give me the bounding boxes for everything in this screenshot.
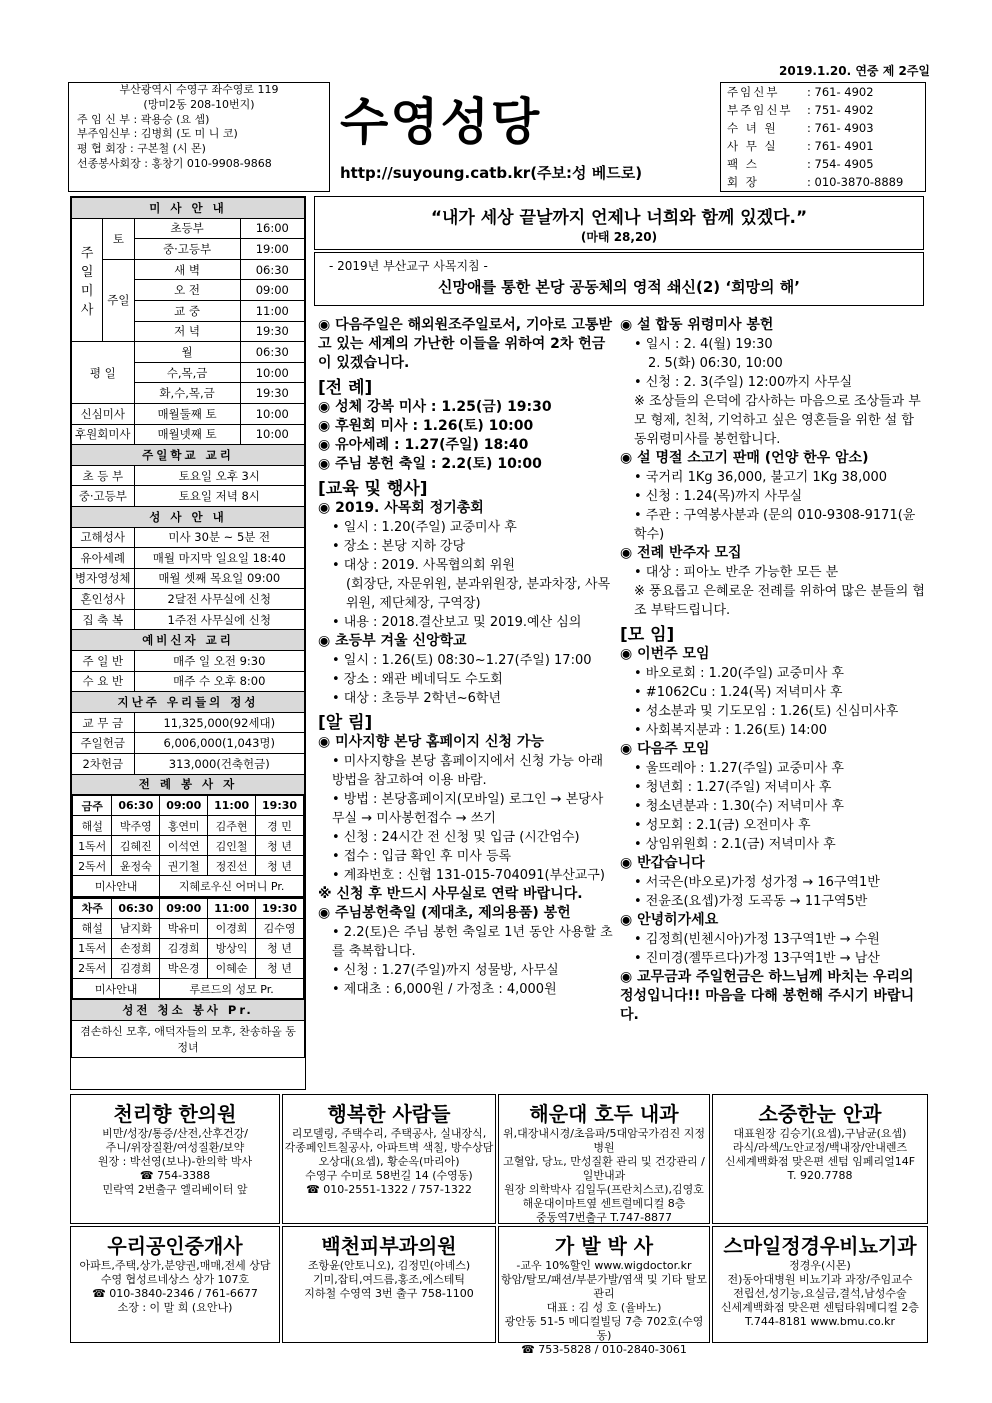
ad-box bbox=[498, 1226, 710, 1356]
notice-line: ◉ 주님봉헌축일 (제대초, 제의용품) 봉헌 bbox=[318, 905, 571, 921]
weekday-label: 평 일 bbox=[72, 342, 135, 404]
notice-line: 2. 5(화) 06:30, 10:00 bbox=[648, 356, 783, 371]
notice-line: [교육 및 행사] bbox=[318, 479, 428, 499]
table-row bbox=[72, 651, 305, 672]
server-cell: 2독서 bbox=[73, 958, 112, 978]
ad-box bbox=[282, 1094, 496, 1224]
schedule-table bbox=[71, 197, 305, 1058]
server-cell: 경 민 bbox=[256, 816, 304, 836]
table-row bbox=[73, 898, 304, 918]
ad-line: 리모델링, 주택수리, 주택공사, 실내장식, bbox=[291, 1127, 487, 1140]
server-cell: 차주 bbox=[73, 898, 112, 918]
table-row bbox=[72, 198, 305, 219]
guide-value: 지혜로우신 어머니 Pr. bbox=[160, 876, 304, 897]
table-row bbox=[72, 897, 305, 1000]
ad-line: 대표 : 김 성 호 (율바노) bbox=[546, 1301, 662, 1314]
notice-line: • 접수 : 입금 확인 후 미사 등록 bbox=[332, 849, 512, 864]
item-label: 유아세례 bbox=[72, 548, 135, 569]
table-row bbox=[72, 527, 305, 548]
contact-value: : 754- 4905 bbox=[807, 157, 874, 171]
notice-line: (회장단, 자문위원, 분과위원장, 분과차장, 사목위원, 제단체장, 구역장) bbox=[346, 577, 611, 611]
table-row bbox=[73, 958, 304, 978]
ad-line: 원장 의학박사 김일두(프란치스코),김영호 bbox=[504, 1183, 704, 1196]
ad-box bbox=[712, 1094, 928, 1224]
notice-line: • 청소년분과 : 1.30(수) 저녁미사 후 bbox=[634, 799, 844, 814]
notice-line: • 성소분과 및 기도모임 : 1.26(토) 신심미사후 bbox=[634, 704, 899, 719]
ad-line: 전립선,성기능,요실금,결석,남성수술 bbox=[733, 1287, 907, 1300]
ad-line: 아파트,주택,상가,분양권,매매,전세 상담 bbox=[79, 1259, 271, 1272]
notice-line: ◉ 주님 봉헌 축일 : 2.2(토) 10:00 bbox=[318, 456, 542, 472]
parish-info-line: 부주임신부 : 김병희 (도 미 니 코) bbox=[77, 127, 238, 141]
table-row bbox=[72, 342, 305, 363]
server-cell: 해설 bbox=[73, 918, 112, 938]
item-label: 병자영성체 bbox=[72, 568, 135, 589]
ad-line: 수영구 수미로 58번길 14 (수영동) bbox=[305, 1169, 473, 1182]
notice-line: ◉ 전례 반주자 모집 bbox=[620, 545, 742, 561]
notice-line: • 바오로회 : 1.20(주일) 교중미사 후 bbox=[634, 666, 844, 681]
ad-box bbox=[70, 1094, 280, 1224]
notice-line: • 서국은(바오로)가정 성가정 → 16구역1반 bbox=[634, 875, 880, 890]
table-row bbox=[73, 918, 304, 938]
server-cell: 09:00 bbox=[160, 898, 208, 918]
server-cell: 해설 bbox=[73, 816, 112, 836]
server-cell: 19:30 bbox=[256, 898, 304, 918]
server-cell: 09:00 bbox=[160, 796, 208, 816]
item-value: 6,006,000(1,043명) bbox=[134, 733, 304, 754]
notice-line: ◉ 초등부 겨울 신앙학교 bbox=[318, 633, 467, 649]
server-cell: 김주현 bbox=[208, 816, 256, 836]
special-mass-name: 후원회미사 bbox=[72, 424, 135, 445]
item-label: 주일헌금 bbox=[72, 733, 135, 754]
parish-info-line: 평 협 회장 : 구본철 (시 몬) bbox=[77, 142, 206, 156]
notice-line: • 신청 : 24시간 전 신청 및 입금 (시간엄수) bbox=[332, 830, 580, 845]
ad-line: 해운대이마트옆 센트럴메디컬 8층 bbox=[522, 1197, 686, 1210]
policy-title: 신망애를 통한 본당 공동체의 영적 쇄신(2) ‘희망의 해’ bbox=[438, 278, 800, 296]
guide-label: 미사안내 bbox=[73, 876, 160, 897]
left-sidebar bbox=[70, 196, 306, 1090]
parish-info-line: 주 임 신 부 : 곽용승 (요 셉) bbox=[77, 112, 210, 126]
parish-info-line: 부산광역시 수영구 좌수영로 119 bbox=[119, 83, 279, 96]
table-row bbox=[72, 1000, 305, 1021]
section-title: 전 례 봉 사 자 bbox=[72, 774, 305, 795]
table-row bbox=[72, 754, 305, 775]
ad-line: ☎ 753-5828 / 010-2840-3061 bbox=[521, 1343, 687, 1356]
notice-line: • 국거리 1Kg 36,000, 불고기 1Kg 38,000 bbox=[634, 470, 888, 485]
section-title: 성 사 안 내 bbox=[72, 506, 305, 527]
notice-line: • 내용 : 2018.결산보고 및 2019.예산 심의 bbox=[332, 615, 582, 630]
notice-line: • 대상 : 2019. 사목협의회 위원 bbox=[332, 558, 515, 573]
contact-row bbox=[721, 83, 925, 101]
server-cell: 박은경 bbox=[160, 958, 208, 978]
item-label: 교 무 금 bbox=[72, 712, 135, 733]
contact-label: 주임신부 bbox=[727, 85, 780, 99]
table-row bbox=[72, 424, 305, 445]
pastoral-policy bbox=[314, 252, 924, 306]
server-cell: 이경희 bbox=[208, 918, 256, 938]
server-cell: 06:30 bbox=[112, 898, 160, 918]
item-value: 토요일 오후 3시 bbox=[134, 465, 304, 486]
gospel-quote bbox=[314, 196, 924, 250]
server-cell: 박주영 bbox=[112, 816, 160, 836]
table-row bbox=[72, 506, 305, 527]
notice-line: • 신청 : 1.24(목)까지 사무실 bbox=[634, 489, 803, 504]
contact-label: 부주임신부 bbox=[727, 103, 793, 117]
ad-line: 전)동아대병원 비뇨기과 과장/주임교수 bbox=[727, 1273, 913, 1286]
item-value: 313,000(건축헌금) bbox=[134, 754, 304, 775]
item-value: 토요일 저녁 8시 bbox=[134, 486, 304, 507]
notice-line: • 울뜨레아 : 1.27(주일) 교중미사 후 bbox=[634, 761, 844, 776]
table-row bbox=[73, 978, 304, 999]
special-mass-day: 매월넷째 토 bbox=[134, 424, 240, 445]
mass-name: 저 녁 bbox=[134, 321, 240, 342]
special-mass-day: 매월둘째 토 bbox=[134, 403, 240, 424]
table-row bbox=[72, 671, 305, 692]
section-title: 지난주 우리들의 정성 bbox=[72, 692, 305, 713]
parish-info-line: 선종봉사회장 : 홍창기 010-9908-9868 bbox=[77, 156, 272, 170]
ad-title: 스마일정경우비뇨기과 bbox=[723, 1234, 917, 1258]
weekday-day: 화,수,목,금 bbox=[134, 383, 240, 404]
notice-line: • 전윤조(요셉)가정 도곡동 → 11구역5반 bbox=[634, 894, 868, 909]
weekday-time: 19:30 bbox=[240, 383, 304, 404]
servers-cell bbox=[72, 897, 305, 1000]
item-value: 1주전 사무실에 신청 bbox=[134, 609, 304, 630]
clean-text: 겸손하신 모후, 애덕자들의 모후, 찬송하올 동정녀 bbox=[72, 1021, 305, 1058]
ad-line: ☎ 010-2551-1322 / 757-1322 bbox=[306, 1183, 472, 1196]
table-row bbox=[72, 712, 305, 733]
sunday-label: 주일 bbox=[103, 259, 134, 341]
item-label: 초 등 부 bbox=[72, 465, 135, 486]
server-cell: 홍연미 bbox=[160, 816, 208, 836]
ad-box bbox=[498, 1094, 710, 1224]
section-title: 주일학교 교리 bbox=[72, 445, 305, 466]
ad-box bbox=[70, 1226, 280, 1343]
table-row bbox=[72, 486, 305, 507]
mass-name: 교 중 bbox=[134, 300, 240, 321]
notice-line: ◉ 안녕히가세요 bbox=[620, 912, 719, 928]
quote-text: “내가 세상 끝날까지 언제나 너희와 함께 있겠다.” bbox=[430, 208, 808, 228]
ad-line: 기미,잡티,여드름,홍조,에스테틱 bbox=[312, 1273, 466, 1286]
item-label: 집 축 복 bbox=[72, 609, 135, 630]
notice-line: • 김정희(빈첸시아)가정 13구역1반 → 수원 bbox=[634, 932, 880, 947]
item-label: 고해성사 bbox=[72, 527, 135, 548]
policy-subtitle: - 2019년 부산교구 사목지침 - bbox=[329, 259, 488, 273]
notice-line: ◉ 성체 강복 미사 : 1.25(금) 19:30 bbox=[318, 399, 552, 415]
server-cell: 김혜진 bbox=[112, 836, 160, 856]
special-mass-name: 신심미사 bbox=[72, 403, 135, 424]
notice-line: ◉ 반갑습니다 bbox=[620, 855, 705, 871]
notice-line: ◉ 후원회 미사 : 1.26(토) 10:00 bbox=[318, 418, 534, 434]
server-cell: 방상익 bbox=[208, 938, 256, 958]
mass-time: 11:00 bbox=[240, 300, 304, 321]
notice-line: • 주관 : 구역봉사분과 (문의 010-9308-9171(윤학수) bbox=[634, 508, 916, 542]
table-row bbox=[72, 568, 305, 589]
item-value: 매주 수 오후 8:00 bbox=[134, 671, 304, 692]
ad-line: 정경우(시몬) bbox=[789, 1259, 851, 1272]
mass-time: 19:00 bbox=[240, 239, 304, 260]
item-value: 11,325,000(92세대) bbox=[134, 712, 304, 733]
contact-list bbox=[720, 82, 926, 192]
notice-line: • 진미경(젤뚜르다)가정 13구역1반 → 남산 bbox=[634, 951, 880, 966]
table-row bbox=[72, 630, 305, 651]
notice-line: • 미사지향을 본당 홈페이지에서 신청 가능 아래 방법을 참고하여 이용 바람. bbox=[332, 754, 604, 788]
parish-info bbox=[68, 82, 330, 192]
mass-time: 09:00 bbox=[240, 280, 304, 301]
server-cell: 11:00 bbox=[208, 898, 256, 918]
ad-line: 라식/라섹/노안교정/백내장/안내렌즈 bbox=[732, 1141, 908, 1154]
notice-line: ◉ 미사지향 본당 홈페이지 신청 가능 bbox=[318, 734, 544, 750]
notice-line: • 신청 : 1.27(주일)까지 성물방, 사무실 bbox=[332, 963, 559, 978]
section-title: 성전 청소 봉사 Pr. bbox=[72, 1000, 305, 1021]
table-row bbox=[73, 856, 304, 876]
ad-line: 고혈압, 당뇨, 만성질환 관리 및 건강관리 / 일반내과 bbox=[503, 1155, 705, 1182]
section-title: 미 사 안 내 bbox=[72, 198, 305, 219]
server-cell: 김경희 bbox=[112, 958, 160, 978]
notice-line: • 성모회 : 2.1(금) 오전미사 후 bbox=[634, 818, 811, 833]
notice-line: ◉ 이번주 모임 bbox=[620, 646, 710, 662]
server-cell: 11:00 bbox=[208, 796, 256, 816]
weekday-day: 월 bbox=[134, 342, 240, 363]
ad-line: -교우 10%할인 www.wigdoctor.kr bbox=[516, 1259, 692, 1272]
contact-label: 회 장 bbox=[727, 175, 759, 189]
saturday-label: 토 bbox=[103, 218, 134, 259]
masthead bbox=[332, 82, 720, 192]
ad-line: 오상대(요셉), 황순옥(마리아) bbox=[318, 1155, 460, 1168]
item-value: 매월 마지막 일요일 18:40 bbox=[134, 548, 304, 569]
guide-label: 미사안내 bbox=[73, 978, 160, 999]
table-row bbox=[72, 692, 305, 713]
parish-url[interactable]: http://suyoung.catb.kr(주보:성 베드로) bbox=[340, 164, 643, 182]
servers-cell bbox=[72, 795, 305, 898]
notice-line: • #1062Cu : 1.24(목) 저녁미사 후 bbox=[634, 685, 843, 700]
server-cell: 정진선 bbox=[208, 856, 256, 876]
server-cell: 19:30 bbox=[256, 796, 304, 816]
item-label: 2차헌금 bbox=[72, 754, 135, 775]
contact-row bbox=[721, 137, 925, 155]
ad-line: ☎ 010-3840-2346 / 761-6677 bbox=[92, 1287, 258, 1300]
notice-line: [전 례] bbox=[318, 378, 373, 398]
contact-label: 사 무 실 bbox=[727, 139, 778, 153]
server-cell: 2독서 bbox=[73, 856, 112, 876]
server-cell: 김경희 bbox=[160, 938, 208, 958]
notices-column-1 bbox=[318, 316, 614, 999]
table-row bbox=[73, 938, 304, 958]
notice-line: • 대상 : 초등부 2학년~6학년 bbox=[332, 691, 502, 706]
ad-title: 우리공인중개사 bbox=[107, 1234, 243, 1258]
server-cell: 1독서 bbox=[73, 938, 112, 958]
notice-line: ※ 풍요롭고 은혜로운 전례를 위하여 많은 분들의 협조 부탁드립니다. bbox=[634, 584, 925, 618]
ad-line: 신세계백화점 맞은편 센텀타워메디컬 2층 bbox=[720, 1301, 920, 1314]
item-label: 중·고등부 bbox=[72, 486, 135, 507]
notice-line: ◉ 다음주일은 해외원조주일로서, 기아로 고통받고 있는 세계의 가난한 이들을 위하여 2차 헌금이 있겠습니다. bbox=[318, 317, 612, 371]
table-row bbox=[72, 465, 305, 486]
servers-table bbox=[72, 795, 304, 897]
notice-line: ◉ 다음주 모임 bbox=[620, 741, 710, 757]
ad-line: 비만/성장/통증/산전,산후건강/ bbox=[102, 1127, 248, 1140]
mass-name: 중·고등부 bbox=[134, 239, 240, 260]
server-cell: 손정희 bbox=[112, 938, 160, 958]
contact-label: 수 녀 원 bbox=[727, 121, 778, 135]
table-row bbox=[72, 548, 305, 569]
notice-line: ◉ 설 명절 소고기 판매 (언양 한우 암소) bbox=[620, 450, 869, 466]
contact-row bbox=[721, 119, 925, 137]
table-row bbox=[73, 876, 304, 897]
ad-title: 천리향 한의원 bbox=[113, 1102, 237, 1126]
quote-ref: (마태 28,20) bbox=[580, 230, 658, 244]
notice-line: • 제대초 : 6,000원 / 가정초 : 4,000원 bbox=[332, 982, 557, 997]
ad-line: 민락역 2번출구 엘리베이터 앞 bbox=[102, 1183, 248, 1196]
mass-name: 초등부 bbox=[134, 218, 240, 239]
notice-line: [알 림] bbox=[318, 713, 373, 733]
parish-logo: 수영성당 bbox=[340, 92, 542, 151]
server-cell: 박유미 bbox=[160, 918, 208, 938]
ad-line: 지하철 수영역 3번 출구 758-1100 bbox=[304, 1287, 474, 1300]
item-value: 미사 30분 ~ 5분 전 bbox=[134, 527, 304, 548]
notice-line: ◉ 2019. 사목회 정기총회 bbox=[318, 500, 484, 516]
server-cell: 1독서 bbox=[73, 836, 112, 856]
ad-line: 각종페인트칠공사, 아파트벽 색칠, 방수상담 bbox=[284, 1141, 494, 1154]
server-cell: 윤정숙 bbox=[112, 856, 160, 876]
server-cell: 금주 bbox=[73, 796, 112, 816]
contact-value: : 761- 4903 bbox=[807, 121, 874, 135]
table-row bbox=[72, 774, 305, 795]
notice-line: • 일시 : 2. 4(월) 19:30 bbox=[634, 337, 773, 352]
contact-value: : 010-3870-8889 bbox=[807, 175, 904, 189]
mass-name: 새 벽 bbox=[134, 259, 240, 280]
weekday-time: 06:30 bbox=[240, 342, 304, 363]
server-cell: 이석연 bbox=[160, 836, 208, 856]
server-cell: 청 년 bbox=[256, 938, 304, 958]
contact-label: 팩 스 bbox=[727, 157, 759, 171]
parish-info-line: (망미2동 208-10번지) bbox=[143, 97, 255, 111]
item-label: 혼인성사 bbox=[72, 589, 135, 610]
mass-time: 19:30 bbox=[240, 321, 304, 342]
notice-line: ※ 신청 후 반드시 사무실로 연락 바랍니다. bbox=[318, 886, 583, 902]
contact-value: : 761- 4902 bbox=[807, 85, 874, 99]
table-row bbox=[72, 445, 305, 466]
contact-row bbox=[721, 101, 925, 119]
notice-line: • 청년회 : 1.27(주일) 저녁미사 후 bbox=[634, 780, 832, 795]
ad-title: 행복한 사람들 bbox=[327, 1102, 451, 1126]
server-cell: 김수영 bbox=[256, 918, 304, 938]
ad-line: 대표원장 김승기(요셉),구남균(요셉) bbox=[733, 1127, 907, 1140]
table-row bbox=[72, 259, 305, 280]
ad-line: 주니/위장질환/여성질환/보약 bbox=[105, 1141, 245, 1154]
ad-line: 위,대장내시경/초음파/5대암국가검진 지정병원 bbox=[502, 1127, 706, 1154]
notice-line: • 장소 : 왜관 베네딕도 수도회 bbox=[332, 672, 503, 687]
table-row bbox=[72, 733, 305, 754]
notice-line: • 대상 : 피아노 반주 가능한 모든 분 bbox=[634, 565, 839, 580]
table-row bbox=[72, 403, 305, 424]
ad-title: 백천피부과의원 bbox=[321, 1234, 457, 1258]
notice-line: • 계좌번호 : 신협 131-015-704091(부산교구) bbox=[332, 868, 605, 883]
ad-line: 광안동 51-5 메디컬빌딩 7층 702호(수영동) bbox=[504, 1315, 704, 1342]
item-value: 2달전 사무실에 신청 bbox=[134, 589, 304, 610]
section-title: 예비신자 교리 bbox=[72, 630, 305, 651]
contact-value: : 761- 4901 bbox=[807, 139, 874, 153]
mass-name: 오 전 bbox=[134, 280, 240, 301]
notice-line: • 일시 : 1.26(토) 08:30~1.27(주일) 17:00 bbox=[332, 653, 592, 668]
notice-line: • 사회복지분과 : 1.26(토) 14:00 bbox=[634, 723, 828, 738]
contact-value: : 751- 4902 bbox=[807, 103, 874, 117]
server-cell: 권기철 bbox=[160, 856, 208, 876]
ad-box bbox=[282, 1226, 496, 1343]
ad-line: 항암/탈모/패션/부분가발/염색 및 기타 탈모관리 bbox=[501, 1273, 707, 1300]
server-cell: 청 년 bbox=[256, 958, 304, 978]
ad-title: 가 발 박 사 bbox=[554, 1234, 654, 1258]
guide-value: 루르드의 성모 Pr. bbox=[160, 978, 304, 999]
table-row bbox=[72, 609, 305, 630]
ad-box bbox=[712, 1226, 928, 1343]
notice-line: • 일시 : 1.20(주일) 교중미사 후 bbox=[332, 520, 517, 535]
item-value: 매주 일 오전 9:30 bbox=[134, 651, 304, 672]
ad-line: 신세계백화점 맞은편 센텀 임페리얼14F bbox=[724, 1155, 916, 1168]
ad-line: 수영 협성르네상스 상가 107호 bbox=[100, 1273, 250, 1286]
server-cell: 청 년 bbox=[256, 836, 304, 856]
table-row bbox=[72, 589, 305, 610]
weekday-day: 수,목,금 bbox=[134, 362, 240, 383]
server-cell: 김인철 bbox=[208, 836, 256, 856]
sunday-mass-label: 주일미사 bbox=[72, 218, 103, 342]
notice-line: ◉ 설 합동 위령미사 봉헌 bbox=[620, 317, 774, 333]
ad-line: T.744-8181 www.bmu.co.kr bbox=[745, 1315, 895, 1328]
server-cell: 이혜순 bbox=[208, 958, 256, 978]
table-row bbox=[73, 816, 304, 836]
notice-line: • 방법 : 본당홈페이지(모바일) 로그인 → 본당사무실 → 미사봉헌접수 → 쓰기 bbox=[332, 792, 604, 826]
weekday-time: 10:00 bbox=[240, 362, 304, 383]
server-cell: 청 년 bbox=[256, 856, 304, 876]
item-label: 수 요 반 bbox=[72, 671, 135, 692]
table-row bbox=[72, 218, 305, 239]
contact-row bbox=[721, 173, 925, 191]
notice-line: ◉ 교무금과 주일헌금은 하느님께 바치는 우리의 정성입니다!! 마음을 다해 봉헌해 주시기 바랍니다. bbox=[620, 969, 915, 1023]
contact-row bbox=[721, 155, 925, 173]
notice-line: [모 임] bbox=[620, 625, 675, 645]
notice-line: • 2.2(토)은 주님 봉헌 축일로 1년 동안 사용할 초를 축복합니다. bbox=[332, 925, 613, 959]
table-row bbox=[72, 1021, 305, 1058]
ad-title: 소중한눈 안과 bbox=[758, 1102, 882, 1126]
table-row bbox=[73, 836, 304, 856]
mass-time: 06:30 bbox=[240, 259, 304, 280]
table-row bbox=[72, 795, 305, 898]
servers-table bbox=[72, 898, 304, 1000]
ad-line: 원장 : 박선영(보나)-한의학 박사 bbox=[97, 1155, 253, 1168]
ad-line: 중동역7번출구 T.747-8877 bbox=[535, 1211, 673, 1224]
ad-title: 해운대 호두 내과 bbox=[529, 1102, 679, 1126]
table-row bbox=[73, 796, 304, 816]
mass-time: 16:00 bbox=[240, 218, 304, 239]
notice-line: • 장소 : 본당 지하 강당 bbox=[332, 539, 466, 554]
notice-line: ◉ 유아세례 : 1.27(주일) 18:40 bbox=[318, 437, 529, 453]
item-value: 매월 셋째 목요일 09:00 bbox=[134, 568, 304, 589]
item-label: 주 일 반 bbox=[72, 651, 135, 672]
issue-date: 2019.1.20. 연중 제 2주일 bbox=[779, 64, 930, 78]
ad-line: ☎ 754-3388 bbox=[139, 1169, 211, 1182]
special-mass-time: 10:00 bbox=[240, 424, 304, 445]
ad-line: T. 920.7788 bbox=[787, 1169, 853, 1182]
notices-column-2 bbox=[620, 316, 926, 1025]
ad-line: 조항윤(안토니오), 김정민(아녜스) bbox=[307, 1259, 471, 1272]
special-mass-time: 10:00 bbox=[240, 403, 304, 424]
notice-line: • 상임위원회 : 2.1(금) 저녁미사 후 bbox=[634, 837, 836, 852]
notice-line: • 신청 : 2. 3(주일) 12:00까지 사무실 bbox=[634, 375, 853, 390]
ad-line: 소장 : 이 말 희 (요안나) bbox=[117, 1301, 233, 1314]
server-cell: 남지화 bbox=[112, 918, 160, 938]
server-cell: 06:30 bbox=[112, 796, 160, 816]
notice-line: ※ 조상들의 은덕에 감사하는 마음으로 조상들과 부모 형제, 친척, 기억하고 싶은 영혼들을 위한 설 합동위령미사를 봉헌합니다. bbox=[634, 394, 921, 447]
